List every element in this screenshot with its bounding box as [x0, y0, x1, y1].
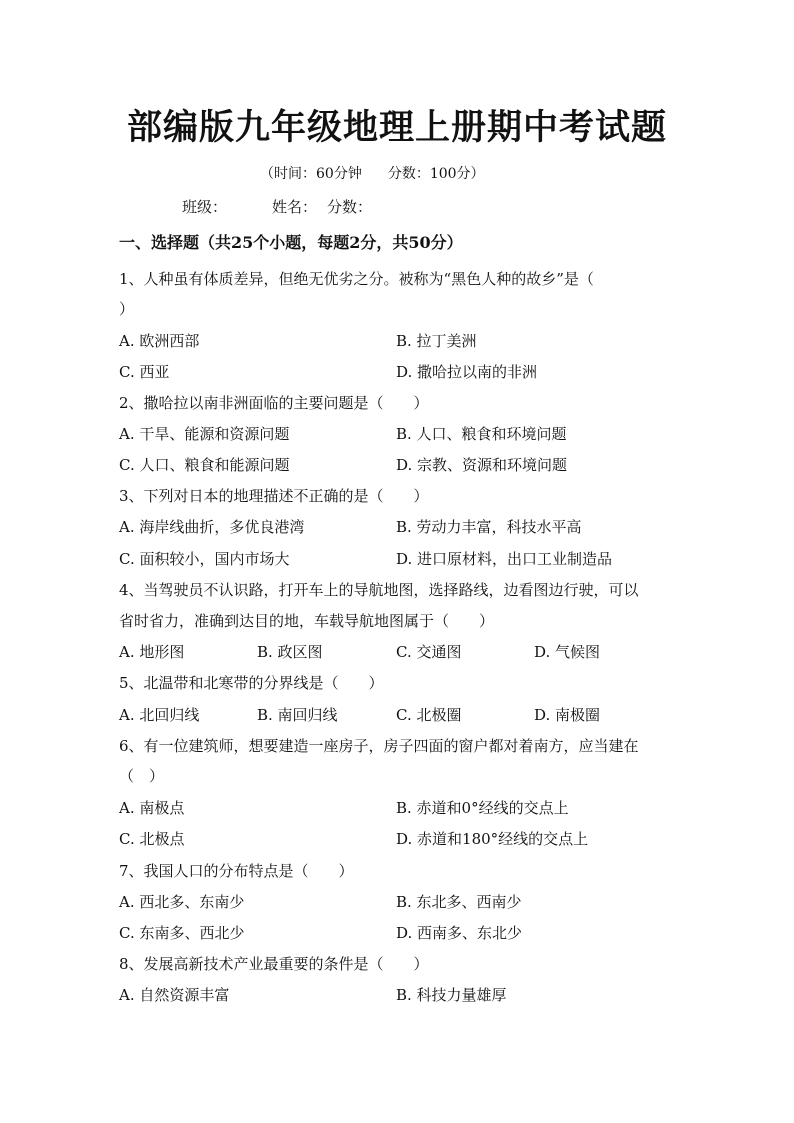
total-score: 分数：100分） [387, 166, 485, 182]
option-b: B. 东北多、西南少 [396, 893, 522, 911]
question-stem-cont: （ ） [119, 767, 165, 785]
question-stem-cont: ） [119, 300, 135, 318]
option-c: C. 交通图 [396, 643, 462, 661]
option-a: A. 干旱、能源和资源问题 [119, 425, 290, 443]
option-a: A. 海岸线曲折，多优良港湾 [119, 518, 305, 536]
name-label: 姓名： [272, 198, 318, 216]
question-stem: 1、人种虽有体质差异，但绝无优劣之分。被称为“黑色人种的故乡”是（ [119, 270, 594, 288]
option-d: D. 赤道和180°经线的交点上 [396, 830, 589, 848]
question-stem: 2、撒哈拉以南非洲面临的主要问题是（ ） [119, 394, 429, 412]
option-b: B. 政区图 [257, 643, 323, 661]
option-a: A. 地形图 [119, 643, 185, 661]
score-label: 分数： [327, 198, 373, 216]
option-c: C. 北极圈 [396, 706, 462, 724]
option-d: D. 西南多、东北少 [396, 924, 523, 942]
option-c: C. 北极点 [119, 830, 185, 848]
question-stem: 4、当驾驶员不认识路，打开车上的导航地图，选择路线，边看图边行驶，可以 [119, 581, 639, 599]
option-b: B. 劳动力丰富，科技水平高 [396, 518, 582, 536]
class-label: 班级： [182, 198, 228, 216]
exam-meta [260, 163, 485, 185]
option-b: B. 赤道和0°经线的交点上 [396, 799, 569, 817]
question-stem: 8、发展高新技术产业最重要的条件是（ ） [119, 955, 429, 973]
question-stem: 7、我国人口的分布特点是（ ） [119, 862, 354, 880]
question-stem: 6、有一位建筑师，想要建造一座房子，房子四面的窗户都对着南方，应当建在 [119, 737, 639, 755]
time-limit: （时间：60分钟 [260, 166, 362, 182]
option-d: D. 进口原材料，出口工业制造品 [396, 550, 613, 568]
option-d: D. 宗教、资源和环境问题 [396, 456, 568, 474]
option-b: B. 拉丁美洲 [396, 332, 477, 350]
option-b: B. 南回归线 [257, 706, 338, 724]
option-a: A. 南极点 [119, 799, 185, 817]
student-info-line [182, 196, 372, 218]
option-b: B. 科技力量雄厚 [396, 986, 507, 1004]
option-d: D. 南极圈 [534, 706, 601, 724]
option-a: A. 欧洲西部 [119, 332, 200, 350]
option-b: B. 人口、粮食和环境问题 [396, 425, 567, 443]
option-a: A. 北回归线 [119, 706, 200, 724]
option-a: A. 西北多、东南少 [119, 893, 245, 911]
option-c: C. 面积较小，国内市场大 [119, 550, 290, 568]
option-c: C. 西亚 [119, 363, 170, 381]
option-d: D. 撒哈拉以南的非洲 [396, 363, 538, 381]
page-title: 部编版九年级地理上册期中考试题 [126, 107, 667, 148]
option-c: C. 东南多、西北少 [119, 924, 245, 942]
question-stem: 3、下列对日本的地理描述不正确的是（ ） [119, 487, 429, 505]
question-stem-cont: 省时省力，准确到达目的地，车载导航地图属于（ ） [119, 612, 495, 630]
section-heading: 一、选择题（共25个小题，每题2分，共50分） [119, 233, 463, 252]
question-stem: 5、北温带和北寒带的分界线是（ ） [119, 674, 384, 692]
option-c: C. 人口、粮食和能源问题 [119, 456, 290, 474]
option-d: D. 气候图 [534, 643, 601, 661]
option-a: A. 自然资源丰富 [119, 986, 230, 1004]
